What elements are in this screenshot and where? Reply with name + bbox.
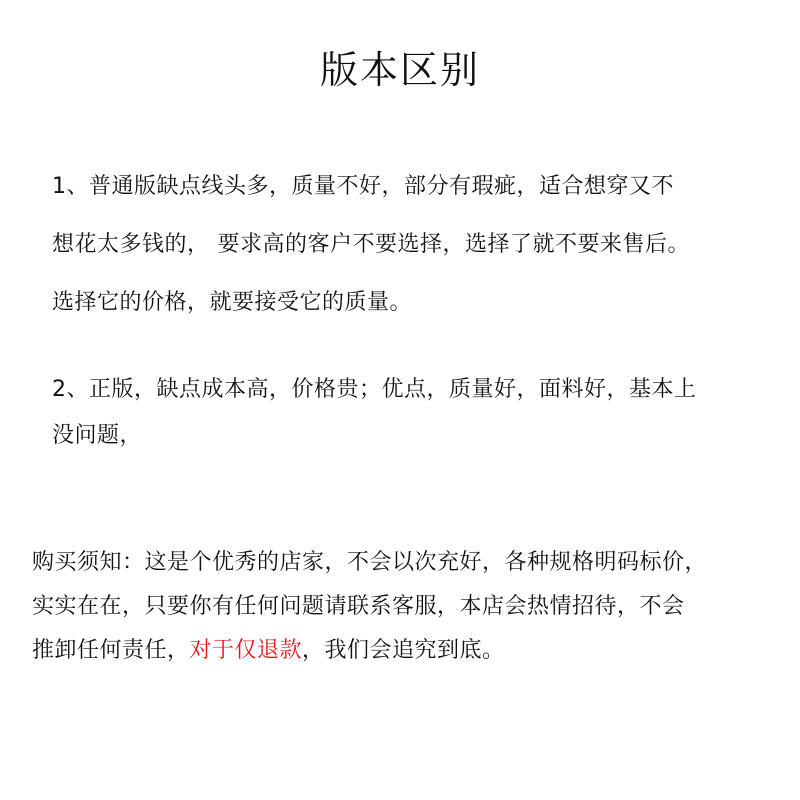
notice-line3-part-a: 推卸任何责任， (32, 638, 190, 663)
section2-line1: 2、正版，缺点成本高，价格贵；优点，质量好，面料好，基本上 (52, 377, 697, 402)
refund-only-warning: 对于仅退款 (189, 638, 303, 663)
section1-line2-part-b: 要求高的客户不要选择，选择了就不要来售后。 (217, 232, 691, 257)
section1-line1: 1、普通版缺点线头多，质量不好，部分有瑕疵，适合想穿又不 (52, 174, 674, 199)
notice-line3 (32, 636, 505, 666)
section2-line2: 没问题， (52, 423, 143, 448)
section1-line3: 选择它的价格，就要接受它的质量。 (52, 290, 413, 315)
page-title: 版本区别 (319, 48, 480, 92)
section1-line2 (52, 230, 690, 260)
notice-line3-part-b: ，我们会追究到底。 (302, 638, 505, 663)
notice-line1: 购买须知：这是个优秀的店家，不会以次充好，各种规格明码标价， (32, 550, 708, 575)
section1-line2-part-a: 想花太多钱的， (52, 232, 210, 257)
notice-line2: 实实在在，只要你有任何问题请联系客服，本店会热情招待，不会 (32, 594, 685, 619)
